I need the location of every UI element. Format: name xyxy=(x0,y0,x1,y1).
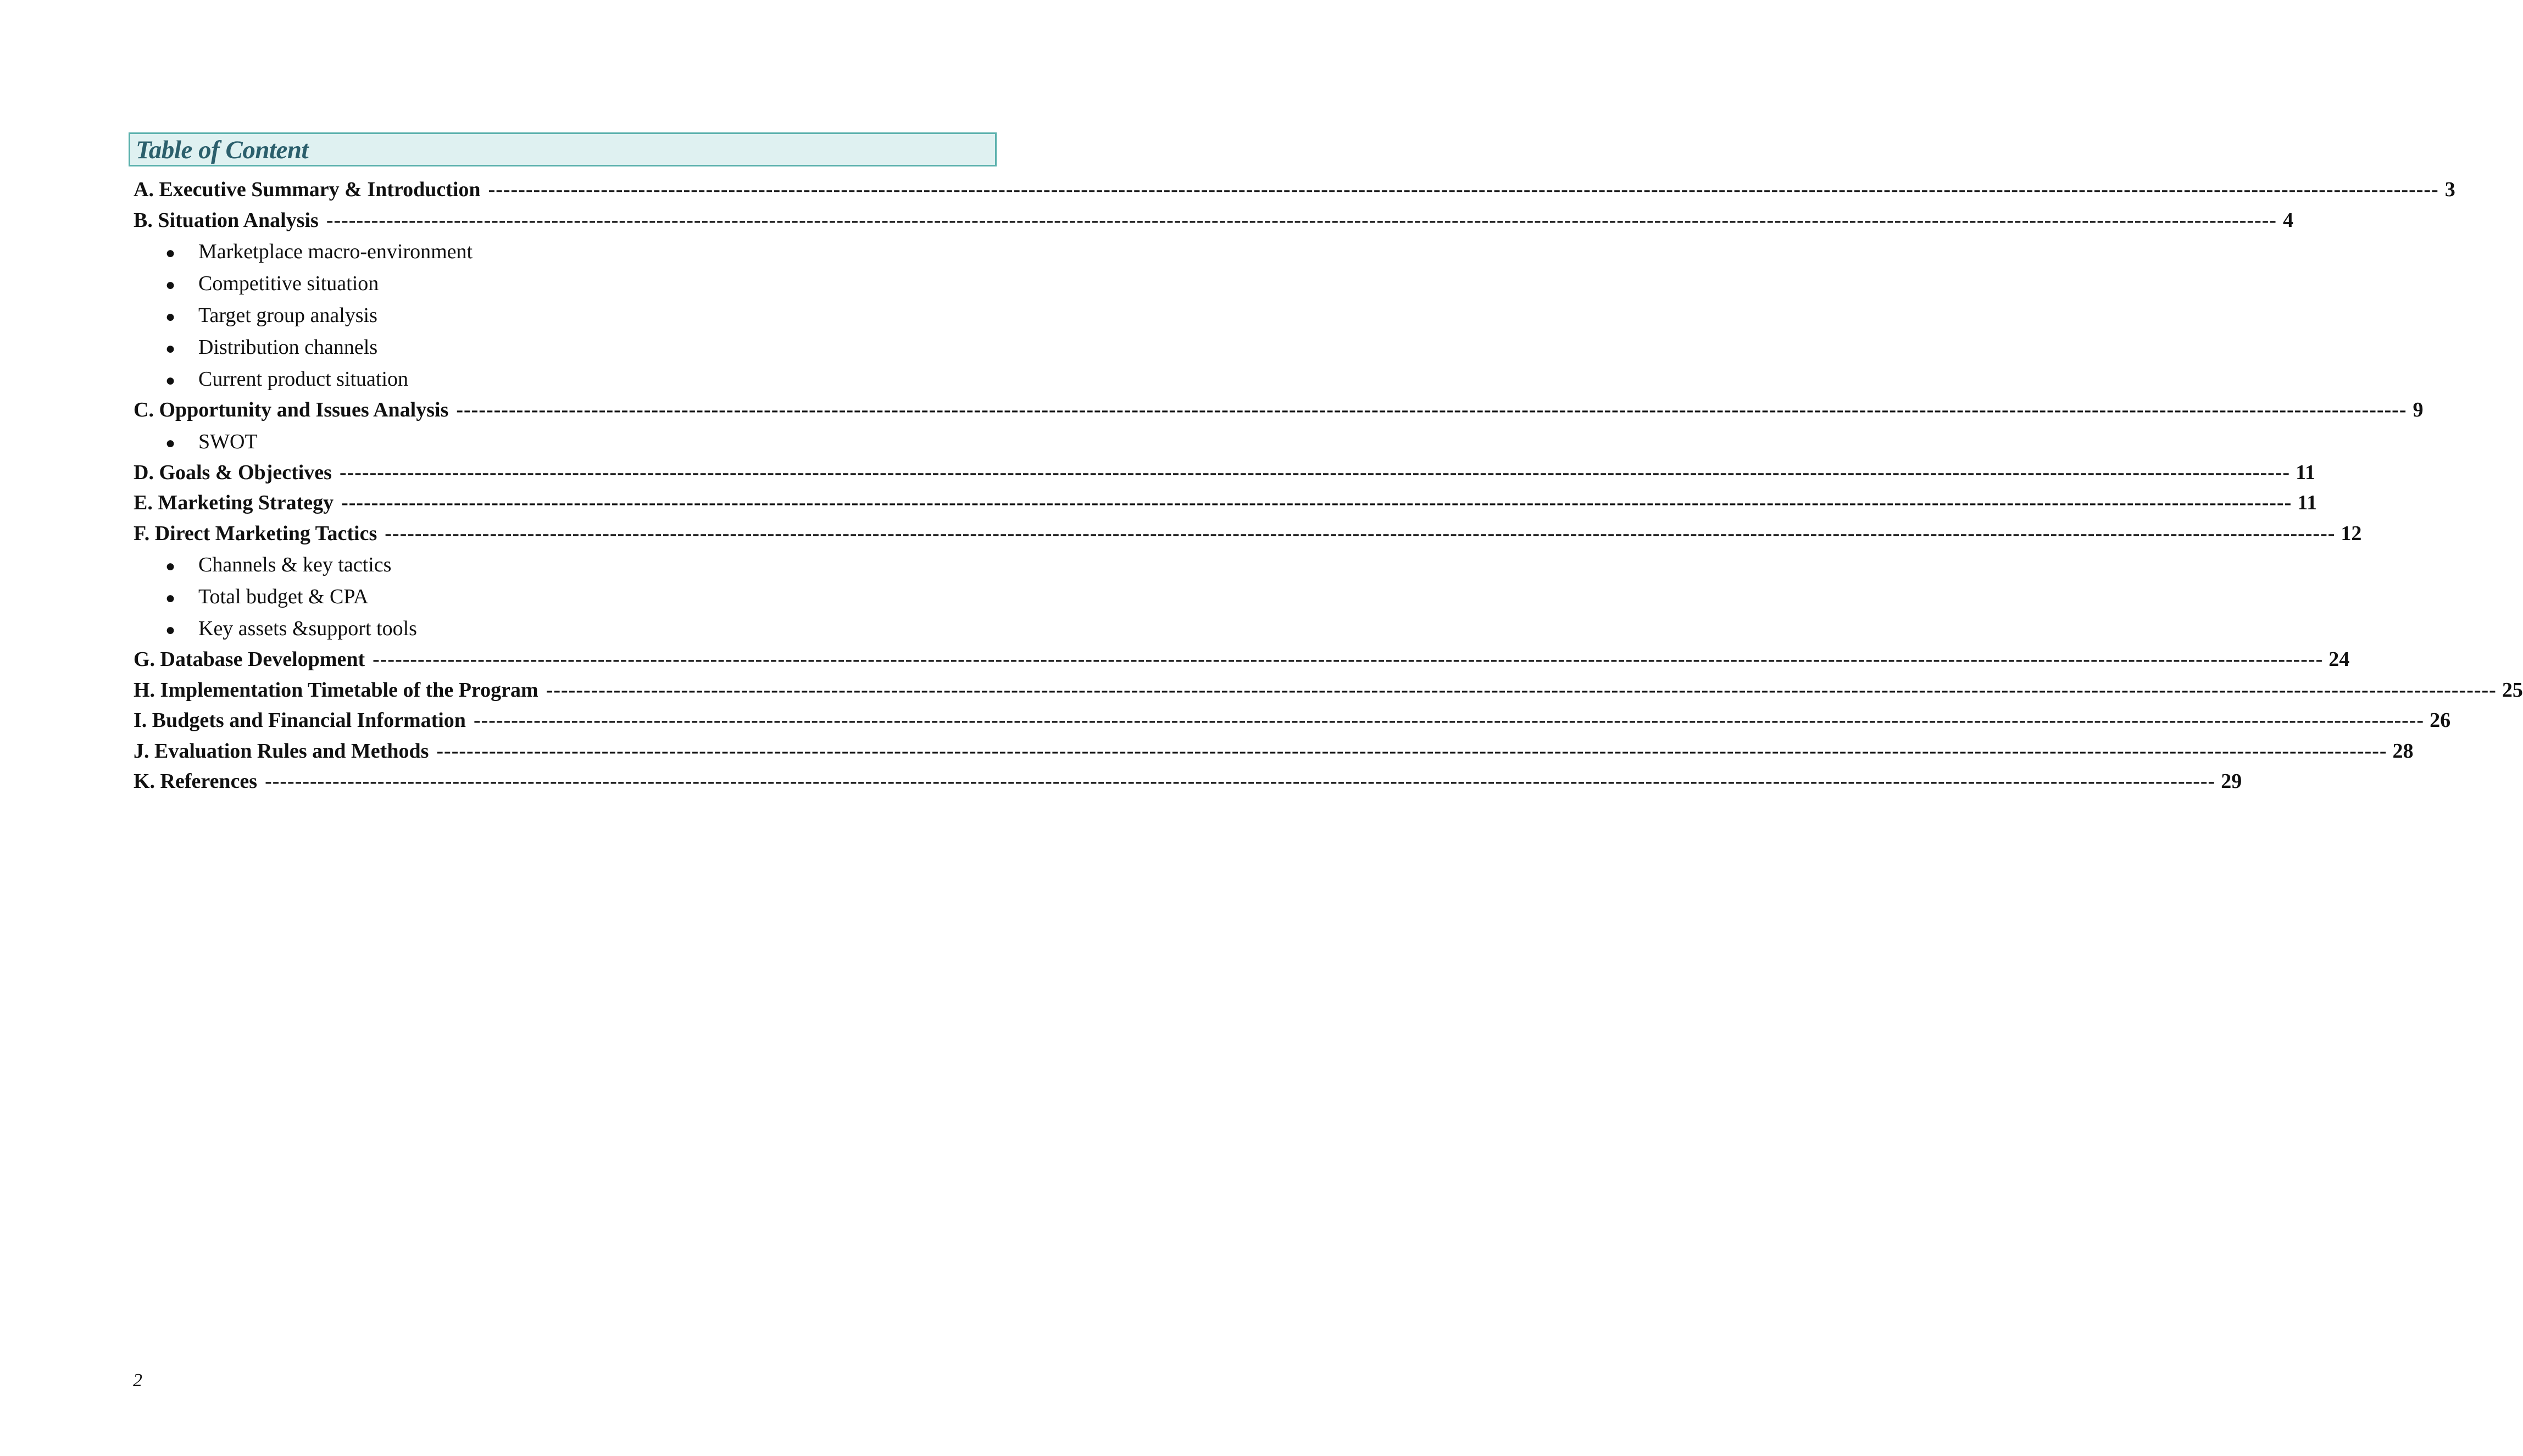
toc-entry[interactable] xyxy=(134,175,2455,205)
bullet-icon: ● xyxy=(165,371,176,390)
toc-entry-page: 12 xyxy=(2341,521,2362,545)
toc-entry[interactable] xyxy=(134,644,2350,675)
toc-subitem-label: Total budget & CPA xyxy=(198,585,369,608)
dot-leader: -------------------------------------------------------------------------------------------------------------------------------------------------------------------------------------------------------------------------------------------------------------------- xyxy=(473,709,2425,732)
toc-entry-page: 29 xyxy=(2221,770,2242,793)
toc-entry-label: I. Budgets and Financial Information xyxy=(134,709,466,732)
toc-entry-label: B. Situation Analysis xyxy=(134,208,319,232)
bullet-icon: ● xyxy=(165,557,176,575)
toc-entry-page: 11 xyxy=(2297,491,2318,514)
toc-subitem-label: Target group analysis xyxy=(198,304,377,327)
toc-entry-page: 28 xyxy=(2392,739,2414,763)
toc-subitem xyxy=(134,236,995,268)
bullet-icon: ● xyxy=(165,621,176,639)
toc-entry-page: 24 xyxy=(2329,648,2350,671)
dot-leader: -------------------------------------------------------------------------------------------------------------------------------------------------------------------------------------------------------------------------------------------------------------------- xyxy=(265,770,2216,793)
dot-leader: -------------------------------------------------------------------------------------------------------------------------------------------------------------------------------------------------------------------------------------------------------------------- xyxy=(326,208,2277,232)
toc-subitem xyxy=(134,549,995,581)
toc-entry-page: 3 xyxy=(2444,178,2455,201)
toc-subitem-label: Competitive situation xyxy=(198,272,379,295)
toc-entry-label: E. Marketing Strategy xyxy=(134,491,334,514)
toc-subitem-label: Marketplace macro-environment xyxy=(198,240,473,263)
toc-subitem-label: Current product situation xyxy=(198,368,409,391)
bullet-icon: ● xyxy=(165,340,176,358)
dot-leader: -------------------------------------------------------------------------------------------------------------------------------------------------------------------------------------------------------------------------------------------------------------------- xyxy=(436,739,2387,763)
toc-subitem-label: Channels & key tactics xyxy=(198,553,392,576)
toc-entry-label: H. Implementation Timetable of the Program xyxy=(134,678,538,702)
toc-title: Table of Content xyxy=(136,136,309,164)
toc-entry-label: J. Evaluation Rules and Methods xyxy=(134,739,429,763)
bullet-icon: ● xyxy=(165,308,176,326)
table-of-contents xyxy=(134,175,2523,797)
toc-entry[interactable] xyxy=(134,488,2318,519)
dot-leader: -------------------------------------------------------------------------------------------------------------------------------------------------------------------------------------------------------------------------------------------------------------------- xyxy=(488,178,2439,201)
toc-entry[interactable] xyxy=(134,705,2451,736)
toc-entry-label: A. Executive Summary & Introduction xyxy=(134,178,481,201)
toc-subitem xyxy=(134,268,995,299)
toc-entry[interactable] xyxy=(134,675,2523,706)
toc-subitem xyxy=(134,581,995,613)
dot-leader: -------------------------------------------------------------------------------------------------------------------------------------------------------------------------------------------------------------------------------------------------------------------- xyxy=(341,491,2292,514)
bullet-icon: ● xyxy=(165,244,176,262)
toc-subitem-label: Key assets &support tools xyxy=(198,617,417,640)
toc-entry-label: D. Goals & Objectives xyxy=(134,460,332,484)
toc-entry-page: 11 xyxy=(2296,460,2315,484)
toc-subitem-label: SWOT xyxy=(198,430,258,453)
toc-entry[interactable] xyxy=(134,395,2424,426)
dot-leader: -------------------------------------------------------------------------------------------------------------------------------------------------------------------------------------------------------------------------------------------------------------------- xyxy=(456,398,2407,421)
toc-entry[interactable] xyxy=(134,458,2315,488)
toc-subitem xyxy=(134,426,995,458)
toc-entry[interactable] xyxy=(134,519,2362,549)
toc-subitem xyxy=(134,613,995,644)
dot-leader: -------------------------------------------------------------------------------------------------------------------------------------------------------------------------------------------------------------------------------------------------------------------- xyxy=(373,648,2324,671)
toc-entry-page: 9 xyxy=(2413,398,2424,421)
toc-header-box xyxy=(129,132,997,166)
toc-entry-label: F. Direct Marketing Tactics xyxy=(134,521,377,545)
bullet-icon: ● xyxy=(165,276,176,294)
toc-entry[interactable] xyxy=(134,766,2242,797)
toc-entry-page: 4 xyxy=(2282,208,2293,232)
toc-subitem xyxy=(134,331,995,363)
toc-entry[interactable] xyxy=(134,205,2293,236)
toc-entry-page: 25 xyxy=(2502,678,2523,702)
toc-entry[interactable] xyxy=(134,736,2414,767)
dot-leader: -------------------------------------------------------------------------------------------------------------------------------------------------------------------------------------------------------------------------------------------------------------------- xyxy=(339,460,2291,484)
toc-subitem-label: Distribution channels xyxy=(198,336,378,359)
toc-entry-page: 26 xyxy=(2430,709,2451,732)
toc-subitem xyxy=(134,363,995,395)
toc-subitem xyxy=(134,299,995,331)
bullet-icon: ● xyxy=(165,589,176,607)
toc-entry-label: G. Database Development xyxy=(134,648,365,671)
page-number: 2 xyxy=(133,1370,142,1391)
toc-entry-label: K. References xyxy=(134,770,258,793)
bullet-icon: ● xyxy=(165,434,176,452)
toc-entry-label: C. Opportunity and Issues Analysis xyxy=(134,398,449,421)
dot-leader: -------------------------------------------------------------------------------------------------------------------------------------------------------------------------------------------------------------------------------------------------------------------- xyxy=(385,521,2336,545)
dot-leader: -------------------------------------------------------------------------------------------------------------------------------------------------------------------------------------------------------------------------------------------------------------------- xyxy=(546,678,2497,702)
